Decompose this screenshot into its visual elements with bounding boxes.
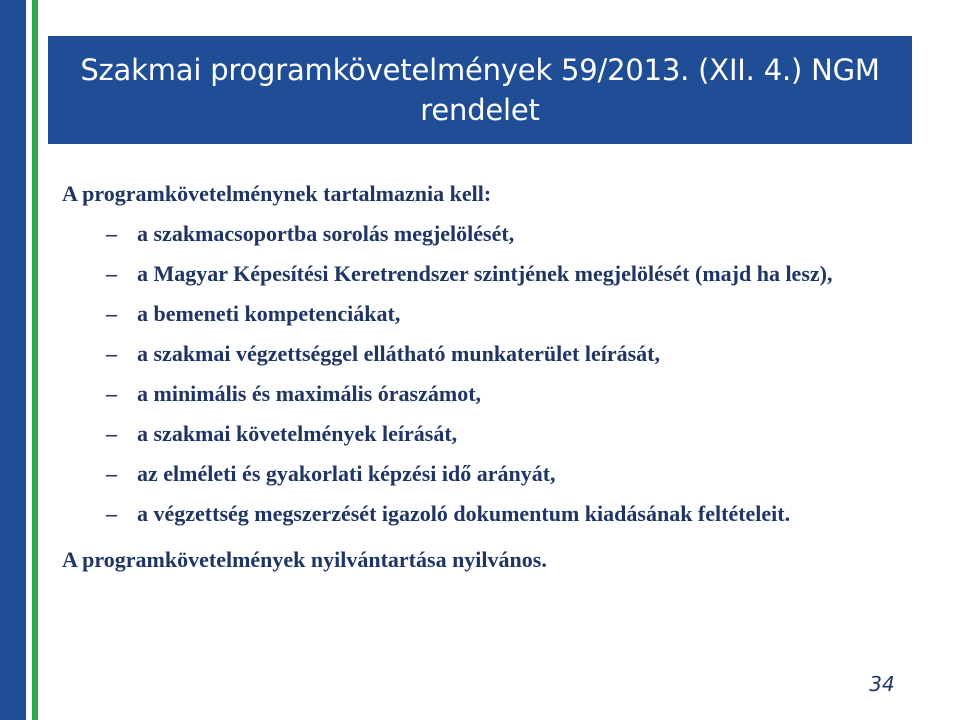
list-item-text: a bemeneti kompetenciákat,: [137, 301, 401, 326]
slide-title: Szakmai programkövetelmények 59/2013. (XII. 4.) NGM rendelet: [80, 53, 880, 127]
list-item-text: az elméleti és gyakorlati képzési idő arányát,: [137, 461, 556, 486]
list-item: [62, 294, 902, 334]
list-item-text: a minimális és maximális óraszámot,: [137, 381, 482, 406]
dash-bullet: –: [106, 381, 117, 406]
left-green-stripe: [32, 0, 38, 720]
left-blue-stripe: [0, 0, 26, 720]
list-item-text: a szakmai végzettséggel ellátható munkaterület leírását,: [137, 341, 660, 366]
dash-bullet: –: [106, 421, 117, 446]
dash-bullet: –: [106, 221, 117, 246]
list-item: [62, 454, 902, 494]
requirements-list: [62, 214, 902, 534]
title-banner: [48, 36, 912, 144]
list-item: [62, 414, 902, 454]
list-item: [62, 494, 902, 534]
page-number: 34: [869, 672, 895, 696]
list-item: [62, 334, 902, 374]
intro-text: A programkövetelménynek tartalmaznia kell:: [62, 181, 492, 206]
slide-body: [62, 174, 902, 580]
dash-bullet: –: [106, 461, 117, 486]
dash-bullet: –: [106, 301, 117, 326]
list-item-text: a végzettség megszerzését igazoló dokumentum kiadásának feltételeit.: [137, 501, 791, 526]
list-item: [62, 214, 902, 254]
list-item-text: a szakmacsoportba sorolás megjelölését,: [137, 221, 515, 246]
dash-bullet: –: [106, 501, 117, 526]
list-item: [62, 254, 902, 294]
dash-bullet: –: [106, 261, 117, 286]
list-item: [62, 374, 902, 414]
outro-text: A programkövetelmények nyilvántartása nyilvános.: [62, 547, 547, 572]
list-item-text: a Magyar Képesítési Keretrendszer szintjének megjelölését (majd ha lesz),: [137, 261, 833, 286]
dash-bullet: –: [106, 341, 117, 366]
list-item-text: a szakmai követelmények leírását,: [137, 421, 458, 446]
